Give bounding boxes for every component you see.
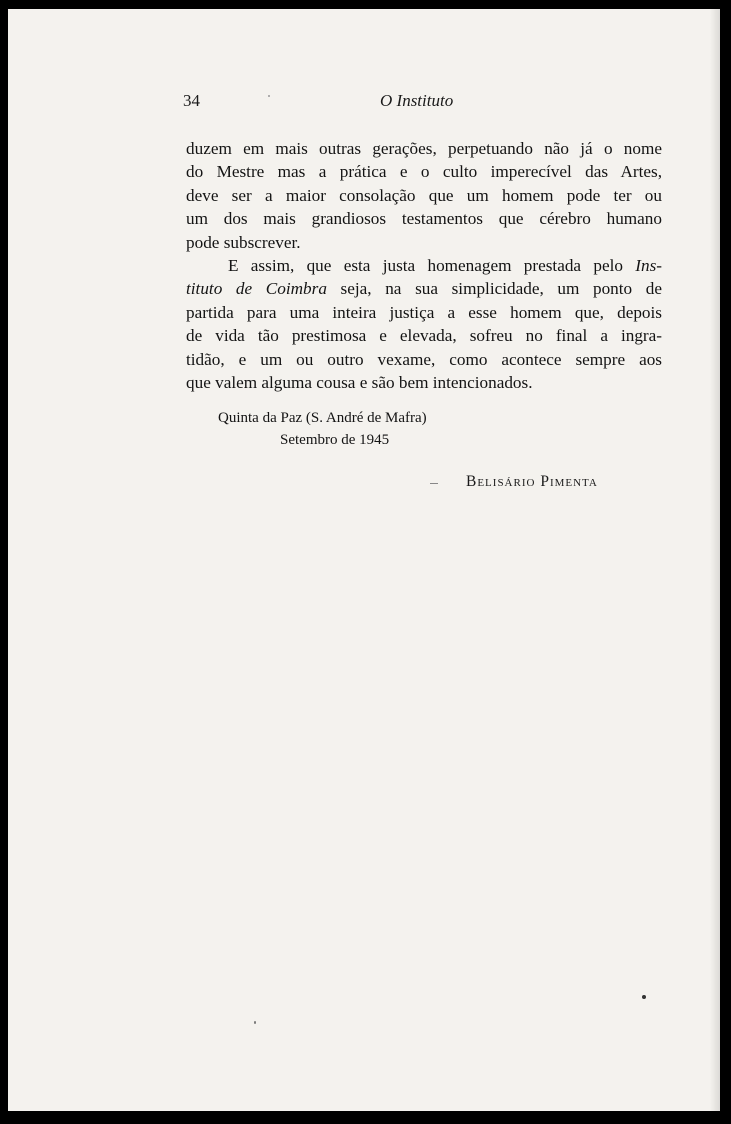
text-line: pode subscrever. [186,232,301,252]
paper-speck [268,95,270,97]
document-page [8,9,720,1111]
text-line: partida para uma inteira justiça a esse homem que, depois [186,302,662,322]
italic-span: Ins- [635,255,663,275]
paper-speck [642,995,646,999]
place-line: Quinta da Paz (S. André de Mafra) [218,410,427,426]
text-line: do Mestre mas a prática e o culto imperecível das Artes, [186,162,662,182]
page-header [183,91,623,113]
text-line [186,254,662,277]
text-line: tidão, e um ou outro vexame, como acontece sempre aos [186,349,662,369]
dash-mark [430,483,438,484]
page-number: 34 [183,91,200,110]
signature: Belisário Pimenta [466,473,598,490]
italic-span: tituto de Coimbra [186,279,327,299]
page-edge-shadow [710,9,720,1111]
text-line: deve ser a maior consolação que um homem pode ter ou [186,185,662,205]
text-line: duzem em mais outras gerações, perpetuando não já o nome [186,139,662,158]
text-line: de vida tão prestimosa e elevada, sofreu no final a ingra- [186,326,662,346]
date-line: Setembro de 1945 [280,432,390,448]
body-text [186,137,662,394]
text-line [186,277,662,300]
running-title: O Instituto [380,91,454,110]
text-span: seja, na sua simplicidade, um ponto de [326,279,662,299]
text-line: que valem alguma cousa e são bem intencionados. [186,372,533,392]
place-date-block [218,407,518,451]
paper-speck [254,1021,256,1024]
text-line: um dos mais grandiosos testamentos que cérebro humano [186,209,662,229]
text-span: E assim, que esta justa homenagem prestada pelo [228,255,623,275]
